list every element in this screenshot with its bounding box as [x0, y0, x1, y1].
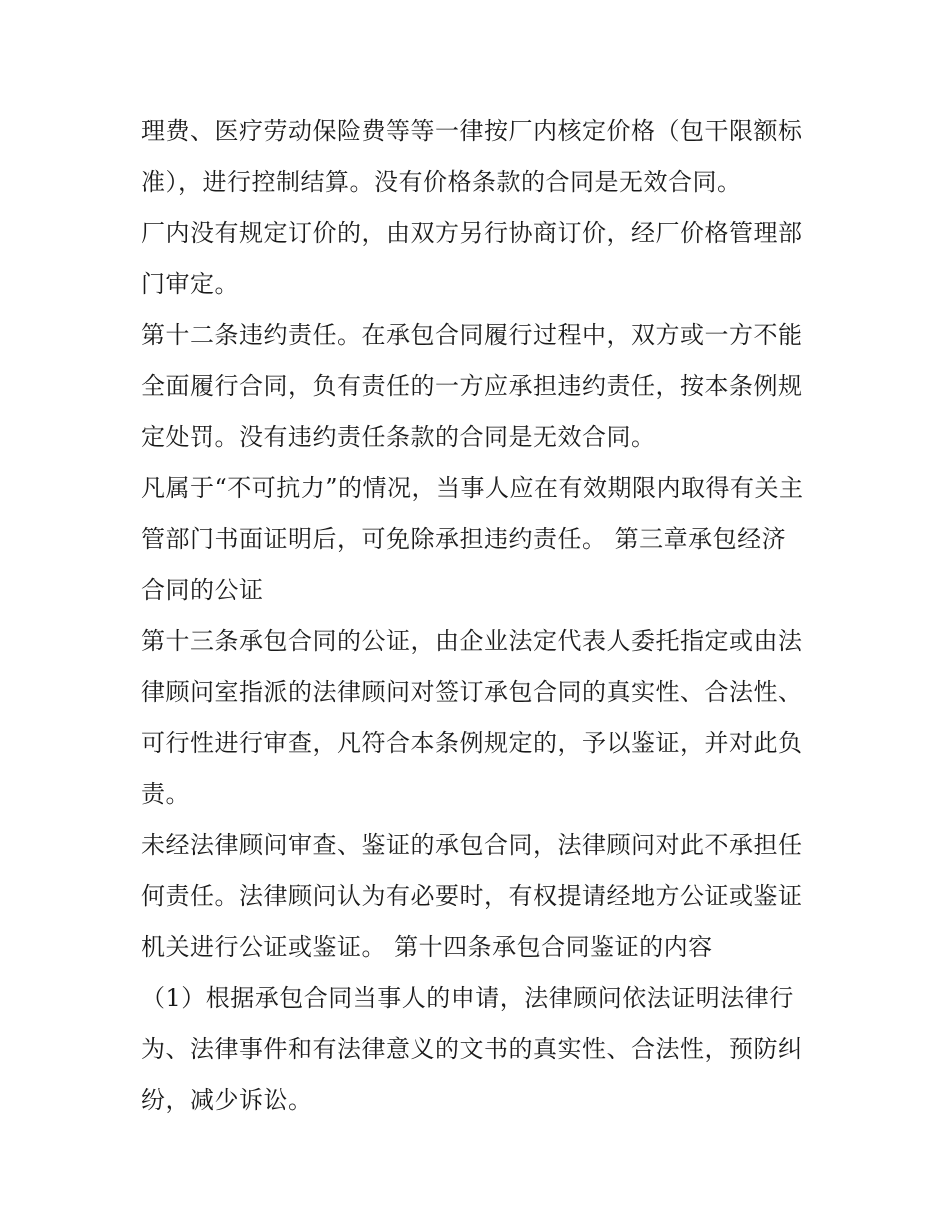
text-line: 第十三条承包合同的公证，由企业法定代表人委托指定或由法: [141, 627, 803, 655]
paragraph-article-14-item-1: [141, 973, 821, 1126]
paragraph-negotiated-price: [141, 208, 821, 310]
text-line: （1）根据承包合同当事人的申请，法律顾问依法证明法律行: [141, 984, 794, 1012]
text-line: 理费、医疗劳动保险费等等一律按厂内核定价格（包干限额标: [141, 117, 803, 145]
text-line: 厂内没有规定订价的，由双方另行协商订价，经厂价格管理部: [141, 219, 803, 247]
text-line: 第十二条违约责任。在承包合同履行过程中，双方或一方不能: [141, 321, 803, 349]
text-line: 准），进行控制结算。没有价格条款的合同是无效合同。: [141, 168, 742, 196]
text-line: 可行性进行审查，凡符合本条例规定的，予以鉴证，并对此负: [141, 729, 803, 757]
text-line: 责。: [141, 780, 190, 808]
paragraph-article-13: [141, 616, 821, 820]
paragraph-unreviewed-contracts: [141, 820, 821, 973]
text-line: 何责任。法律顾问认为有必要时，有权提请经地方公证或鉴证: [141, 882, 803, 910]
text-line: 未经法律顾问审查、鉴证的承包合同，法律顾问对此不承担任: [141, 831, 803, 859]
text-line: 门审定。: [141, 270, 239, 298]
text-line: 为、法律事件和有法律意义的文书的真实性、合法性，预防纠: [141, 1035, 803, 1063]
text-line: 纷，减少诉讼。: [141, 1086, 313, 1114]
text-line: 机关进行公证或鉴证。 第十四条承包合同鉴证的内容: [141, 933, 713, 961]
text-line: 合同的公证: [141, 576, 264, 604]
text-line: 律顾问室指派的法律顾问对签订承包合同的真实性、合法性、: [141, 678, 803, 706]
document-body: [141, 106, 821, 1126]
paragraph-force-majeure: [141, 463, 821, 616]
text-line: 全面履行合同，负有责任的一方应承担违约责任，按本条例规: [141, 372, 803, 400]
paragraph-article-12: [141, 310, 821, 463]
text-line: 定处罚。没有违约责任条款的合同是无效合同。: [141, 423, 656, 451]
text-line: 管部门书面证明后，可免除承担违约责任。 第三章承包经济: [141, 525, 787, 553]
text-line: 凡属于“不可抗力”的情况，当事人应在有效期限内取得有关主: [141, 474, 804, 502]
paragraph-price-settlement: [141, 106, 821, 208]
